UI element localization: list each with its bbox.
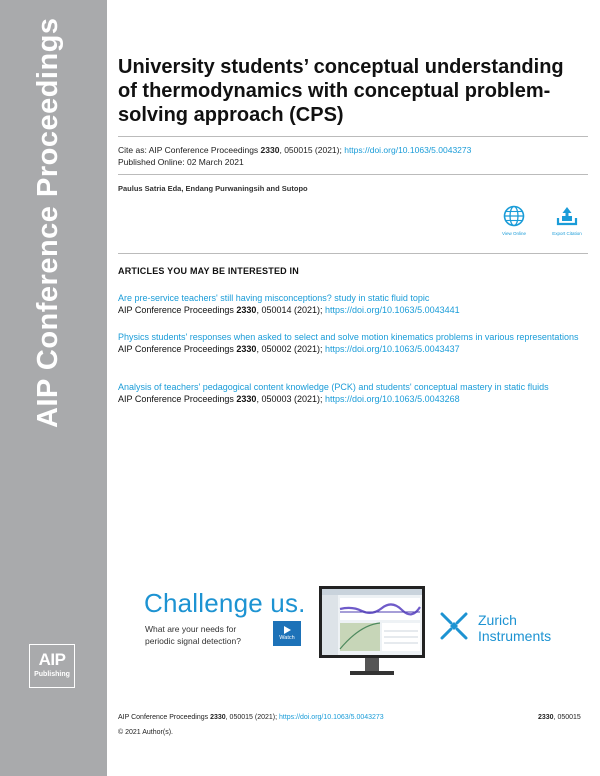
related-doi-link[interactable]: https://doi.org/10.1063/5.0043268 — [325, 394, 460, 404]
related-article-citation — [118, 393, 588, 405]
brand-line1: Zurich — [478, 612, 517, 628]
oscilloscope-screenshot-graphic — [322, 589, 422, 655]
export-citation-icon — [555, 205, 579, 227]
zurich-instruments-logo-icon — [439, 611, 469, 641]
logo-main-text: AIP — [38, 650, 66, 669]
footer-right-volume: 2330 — [538, 714, 554, 721]
view-online-button[interactable] — [491, 205, 537, 236]
related-cite-volume: 2330 — [236, 305, 257, 315]
related-article-title[interactable]: Analysis of teachers' pedagogical content knowledge (PCK) and students' conceptual mastery in static fluids — [118, 382, 549, 392]
journal-name-vertical: AIP Conference Proceedings — [32, 17, 64, 428]
footer-suffix: , 050015 (2021); — [225, 714, 279, 721]
related-cite-volume: 2330 — [236, 344, 257, 354]
footer-citation — [118, 714, 384, 721]
related-article-citation — [118, 343, 588, 355]
logo-sub-text: Publishing — [34, 671, 70, 678]
related-article-2 — [118, 331, 588, 355]
copyright-notice: © 2021 Author(s). — [118, 729, 173, 736]
footer-prefix: AIP Conference Proceedings — [118, 714, 211, 721]
divider-top — [118, 136, 588, 137]
footer-page-ref — [538, 714, 581, 721]
brand-line2: Instruments — [478, 628, 552, 644]
article-doi-link[interactable]: https://doi.org/10.1063/5.0043273 — [344, 145, 472, 155]
author-list: Paulus Satria Eda, Endang Purwaningsih and Sutopo — [118, 184, 308, 193]
ad-watch-label: Watch — [279, 635, 295, 641]
related-cite-prefix: AIP Conference Proceedings — [118, 344, 237, 354]
ad-watch-button[interactable] — [273, 621, 301, 646]
ad-subtext — [145, 623, 241, 647]
cite-prefix: Cite as: AIP Conference Proceedings — [118, 145, 261, 155]
ad-headline: Challenge us. — [144, 588, 306, 618]
sidebar — [0, 0, 107, 776]
footer-right-suffix: , 050015 — [553, 714, 581, 721]
cite-suffix: , 050015 (2021); — [279, 145, 345, 155]
published-date: Published Online: 02 March 2021 — [118, 157, 244, 167]
related-doi-link[interactable]: https://doi.org/10.1063/5.0043441 — [325, 305, 460, 315]
advertisement-banner[interactable] — [124, 567, 588, 685]
divider-related — [118, 253, 588, 254]
cite-volume: 2330 — [260, 145, 280, 155]
related-cite-prefix: AIP Conference Proceedings — [118, 394, 237, 404]
related-cite-volume: 2330 — [236, 394, 257, 404]
view-online-label: View Online — [502, 231, 526, 236]
ad-monitor-base — [350, 671, 394, 675]
globe-icon — [503, 205, 525, 227]
related-article-citation — [118, 304, 588, 316]
export-citation-label: Export Citation — [552, 231, 582, 236]
related-cite-prefix: AIP Conference Proceedings — [118, 305, 237, 315]
zurich-instruments-brand — [478, 612, 551, 644]
related-article-title[interactable]: Physics students' responses when asked to select and solve motion kinematics problems in various representations — [118, 332, 579, 342]
ad-monitor-screen — [322, 589, 422, 655]
related-cite-suffix: , 050002 (2021); — [256, 344, 325, 354]
citation-line — [118, 145, 471, 155]
footer-doi-link[interactable]: https://doi.org/10.1063/5.0043273 — [279, 714, 384, 721]
ad-subtext-line1: What are your needs for — [145, 624, 237, 634]
export-citation-button[interactable] — [544, 205, 590, 236]
article-title: University students’ conceptual understanding of thermodynamics with conceptual problem-solving approach (CPS) — [118, 56, 564, 126]
aip-publishing-logo[interactable] — [29, 644, 75, 688]
ad-monitor-image — [319, 586, 425, 658]
related-article-1 — [118, 292, 588, 316]
divider-mid — [118, 174, 588, 175]
play-icon — [282, 625, 292, 635]
related-cite-suffix: , 050003 (2021); — [256, 394, 325, 404]
related-cite-suffix: , 050014 (2021); — [256, 305, 325, 315]
footer-volume: 2330 — [210, 714, 226, 721]
related-article-title[interactable]: Are pre-service teachers' still having misconceptions? study in static fluid topic — [118, 293, 430, 303]
related-articles-heading: ARTICLES YOU MAY BE INTERESTED IN — [118, 266, 299, 276]
ad-subtext-line2: periodic signal detection? — [145, 636, 241, 646]
related-article-3 — [118, 381, 588, 405]
related-doi-link[interactable]: https://doi.org/10.1063/5.0043437 — [325, 344, 460, 354]
